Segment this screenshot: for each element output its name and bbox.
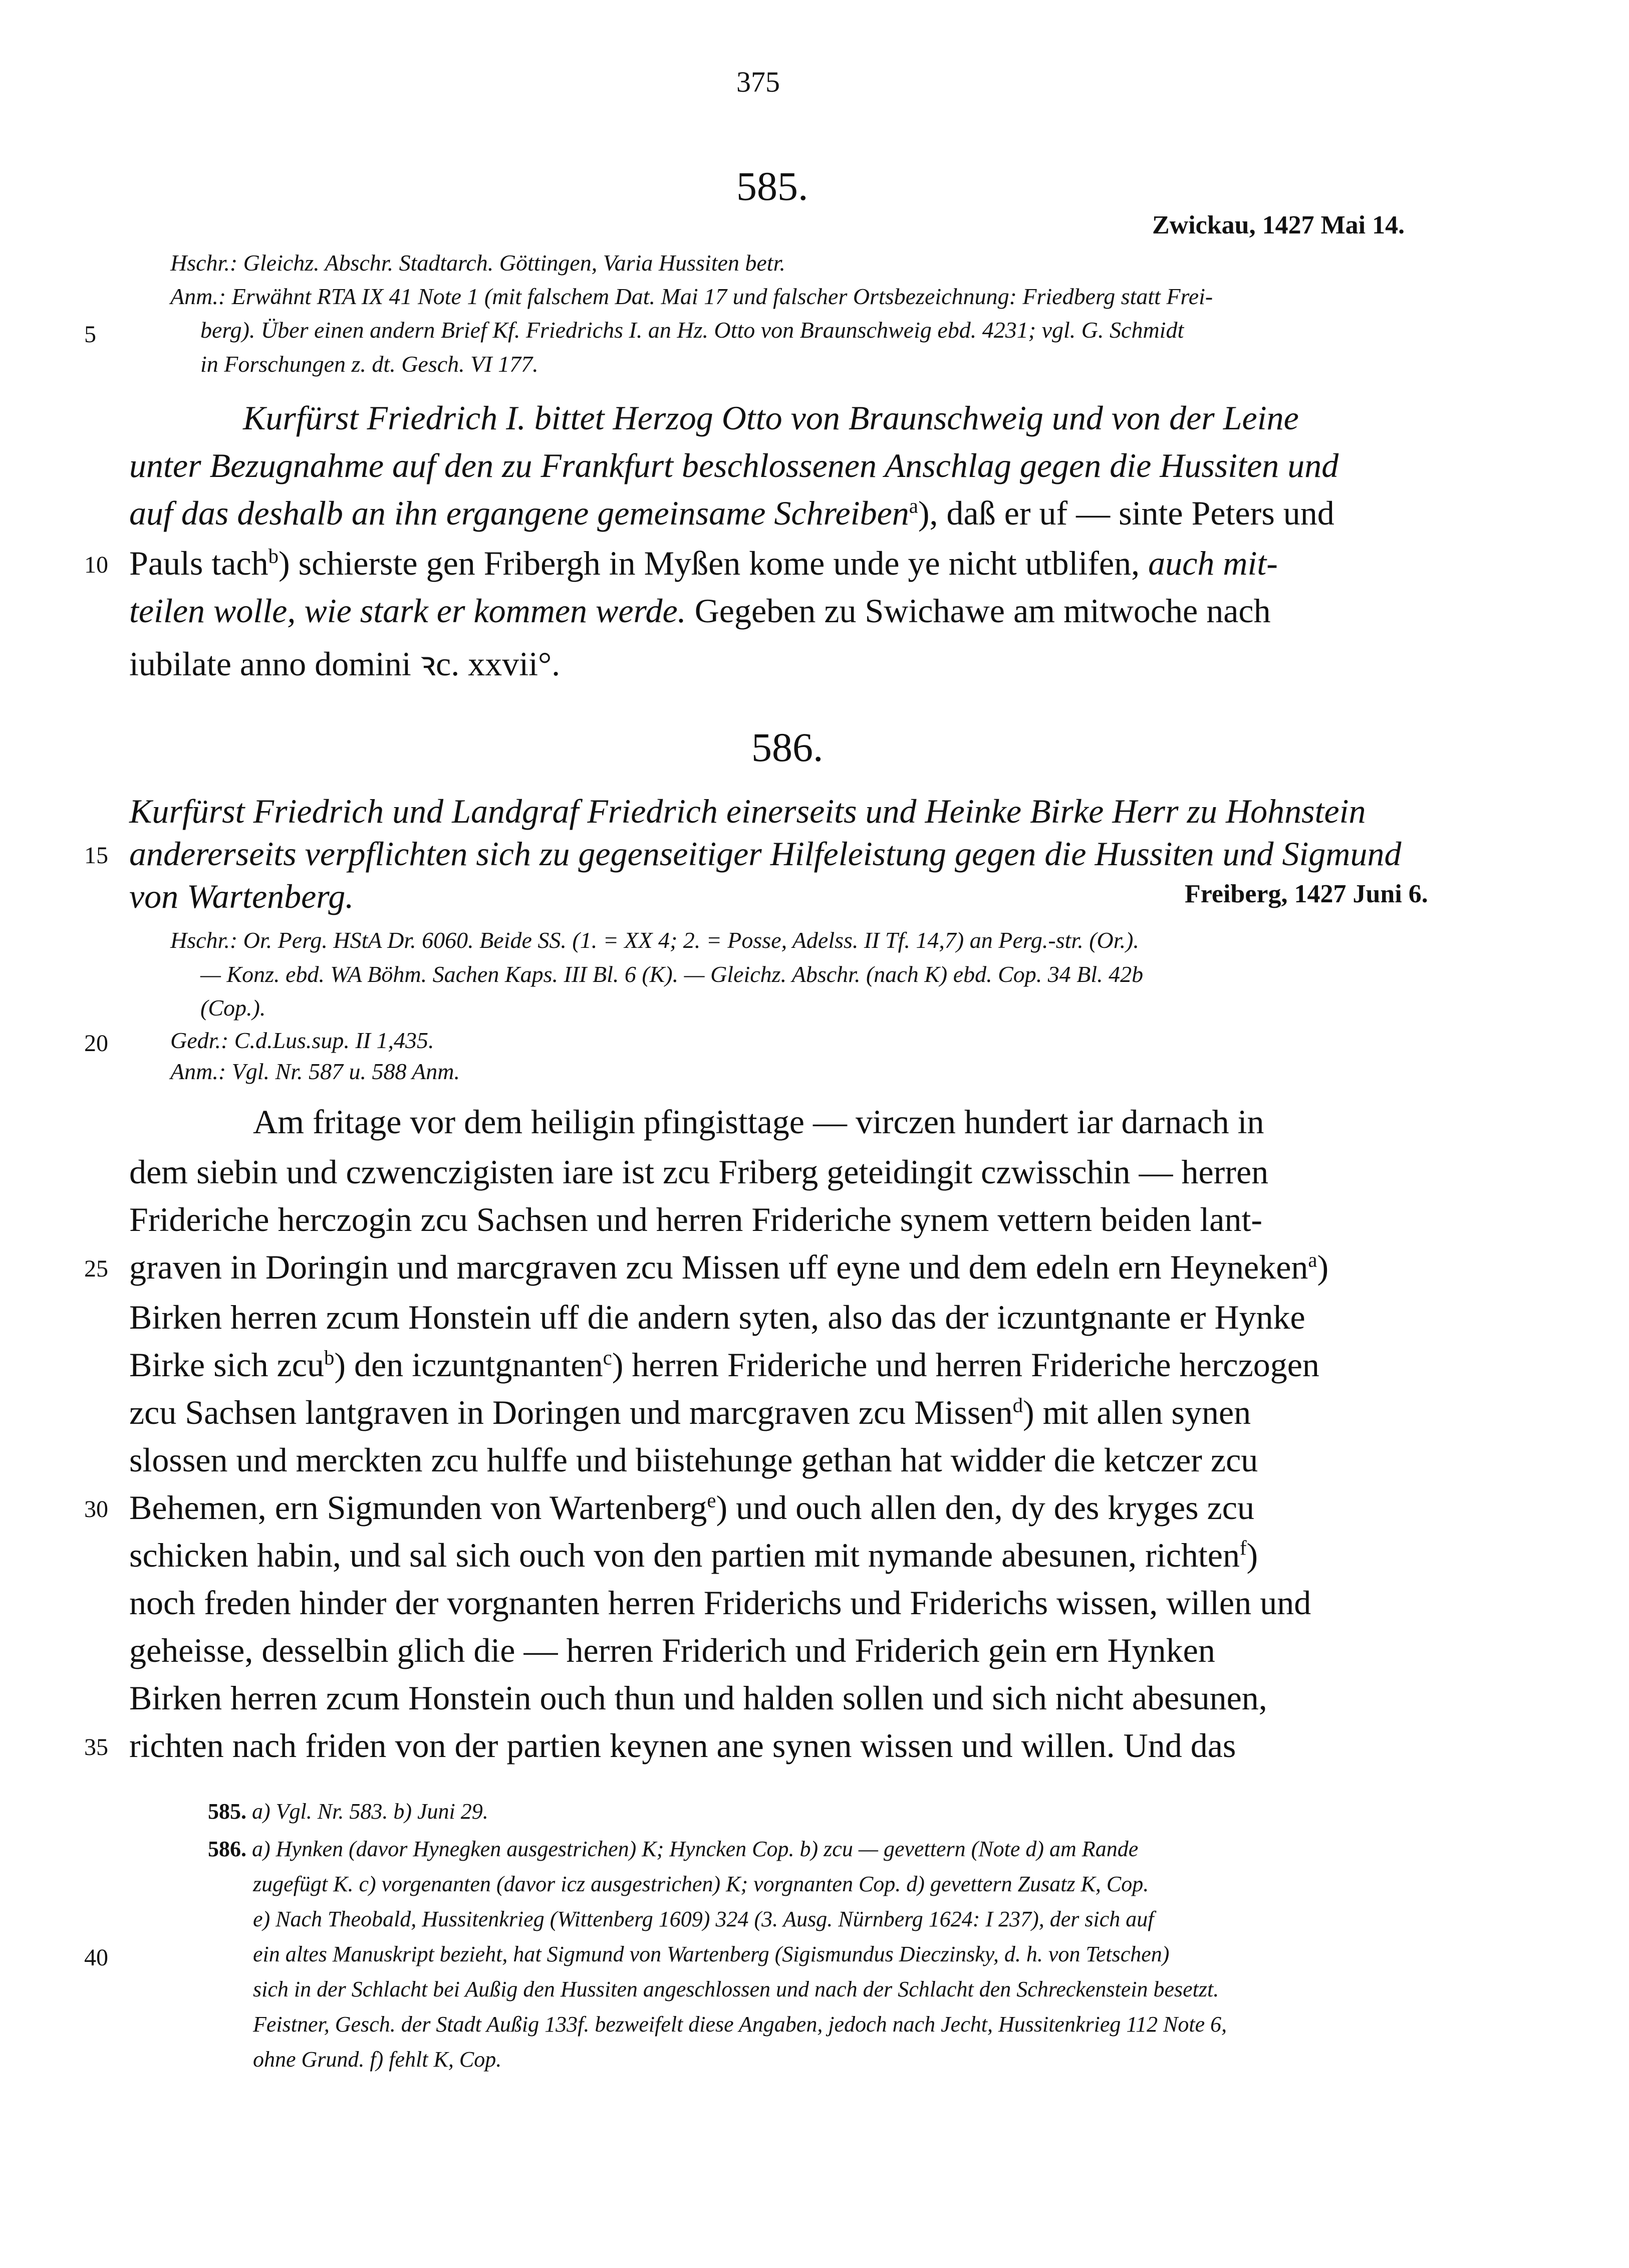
footnote-585: 585. a) Vgl. Nr. 583. b) Juni 29.	[208, 1799, 488, 1824]
anm-586: Anm.: Vgl. Nr. 587 u. 588 Anm.	[170, 1059, 460, 1084]
hschr-586-line-1: Hschr.: Or. Perg. HStA Dr. 6060. Beide SS. (1. = XX 4; 2. = Posse, Adelss. II Tf. 14,7) an Perg.-str. (Or.).	[170, 927, 1139, 953]
text-586-line-12: geheisse, desselbin glich die — herren Friderich und Friderich gein ern Hynken	[129, 1631, 1215, 1669]
text-586-line-9: Behemen, ern Sigmunden von Wartenberg$^e$) und ouch allen den, dy des kryges zcu	[129, 1488, 1254, 1527]
text-586-line-4: graven in Doringin und marcgraven zcu Missen uff eyne und dem edeln ern Heyneken$^a$)	[129, 1248, 1329, 1286]
line-number-35: 35	[84, 1734, 108, 1760]
text-585-line-4: Pauls tach$^b$) schierste gen Fribergh in Myßen kome unde ye nicht utblifen, auch mit-	[129, 544, 1278, 582]
summary-585-line-2: unter Bezugnahme auf den zu Frankfurt beschlossenen Anschlag gegen die Hussiten und	[129, 446, 1339, 484]
anm-585-line-1: Anm.: Erwähnt RTA IX 41 Note 1 (mit falschem Dat. Mai 17 und falscher Ortsbezeichnung: Friedberg statt Frei-	[170, 284, 1213, 309]
footnote-586-line-7: ohne Grund. f) fehlt K, Cop.	[253, 2047, 502, 2072]
text-586-line-6: Birke sich zcu$^b$) den iczuntgnanten$^c$) herren Frideriche und herren Frideriche herczogen	[129, 1346, 1319, 1384]
dateline-586: Freiberg, 1427 Juni 6.	[1185, 880, 1428, 908]
hschr-586-line-2: — Konz. ebd. WA Böhm. Sachen Kaps. III Bl. 6 (K). — Gleichz. Abschr. (nach K) ebd. Cop. 34 Bl. 42b	[200, 961, 1144, 987]
footnote-586-line-5: sich in der Schlacht bei Außig den Hussiten angeschlossen und nach der Schlacht den Schreckenstein besetzt.	[253, 1977, 1219, 2001]
hschr-585: Hschr.: Gleichz. Abschr. Stadtarch. Göttingen, Varia Hussiten betr.	[170, 250, 785, 276]
text-586-line-5: Birken herren zcum Honstein uff die andern syten, also das der iczuntgnante er Hynke	[129, 1298, 1305, 1336]
document-number-586: 586.	[751, 724, 824, 770]
line-number-5: 5	[84, 321, 96, 348]
text-586-line-7: zcu Sachsen lantgraven in Doringen und marcgraven zcu Missen$^d$) mit allen synen	[129, 1393, 1251, 1431]
document-number-585: 585.	[736, 163, 808, 209]
summary-585-line-3: auf das deshalb an ihn ergangene gemeinsame Schreiben$^a$), daß er uf — sinte Peters und	[129, 494, 1334, 532]
text-586-line-1: Am fritage vor dem heiligin pfingisttage — virczen hundert iar darnach in	[253, 1103, 1264, 1141]
line-number-30: 30	[84, 1496, 108, 1523]
page-number: 375	[736, 66, 780, 98]
footnote-586-line-4: ein altes Manuskript bezieht, hat Sigmund von Wartenberg (Sigismundus Dieczinsky, d. h. von Tetschen)	[253, 1942, 1170, 1966]
text-586-line-13: Birken herren zcum Honstein ouch thun und halden sollen und sich nicht abesunen,	[129, 1679, 1267, 1717]
text-586-line-11: noch freden hinder der vorgnanten herren Friderichs und Friderichs wissen, willen und	[129, 1584, 1311, 1622]
text-586-line-8: slossen und merckten zcu hulffe und biistehunge gethan hat widder die ketczer zcu	[129, 1441, 1258, 1479]
footnote-586-line-1: 586. a) Hynken (davor Hynegken ausgestrichen) K; Hyncken Cop. b) zcu — gevettern (Note d) am Rande	[208, 1837, 1139, 1861]
anm-585-line-3: in Forschungen z. dt. Gesch. VI 177.	[200, 351, 538, 377]
footnote-586-line-2: zugefügt K. c) vorgenanten (davor icz ausgestrichen) K; vorgnanten Cop. d) gevettern Zusatz K, Cop.	[253, 1872, 1149, 1896]
footnote-586-line-3: e) Nach Theobald, Hussitenkrieg (Wittenberg 1609) 324 (3. Ausg. Nürnberg 1624: I 237), der sich auf	[253, 1907, 1154, 1931]
line-number-40: 40	[84, 1944, 108, 1971]
hschr-586-line-3: (Cop.).	[200, 995, 266, 1021]
dateline-585: Zwickau, 1427 Mai 14.	[1152, 211, 1405, 239]
line-number-10: 10	[84, 552, 108, 578]
summary-586-line-2: andererseits verpflichten sich zu gegenseitiger Hilfeleistung gegen die Hussiten und Sigmund	[129, 835, 1402, 873]
gedr-586: Gedr.: C.d.Lus.sup. II 1,435.	[170, 1028, 434, 1053]
summary-586-line-1: Kurfürst Friedrich und Landgraf Friedrich einerseits und Heinke Birke Herr zu Hohnstein	[129, 792, 1366, 830]
text-585-line-5: teilen wolle, wie stark er kommen werde. Gegeben zu Swichawe am mitwoche nach	[129, 592, 1271, 630]
line-number-25: 25	[84, 1255, 108, 1282]
text-586-line-10: schicken habin, und sal sich ouch von den partien mit nymande abesunen, richten$^f$)	[129, 1536, 1258, 1574]
footnote-586-line-6: Feistner, Gesch. der Stadt Außig 133f. bezweifelt diese Angaben, jedoch nach Jecht, Hussitenkrieg 112 Note 6,	[253, 2012, 1227, 2037]
text-586-line-3: Frideriche herczogin zcu Sachsen und herren Frideriche synem vettern beiden lant-	[129, 1200, 1262, 1238]
line-number-20: 20	[84, 1030, 108, 1057]
text-585-line-6: iubilate anno domini ꝛc. xxvii°.	[129, 645, 561, 683]
summary-586-line-3: von Wartenberg.	[129, 877, 354, 915]
text-586-line-2: dem siebin und czwenczigisten iare ist zcu Friberg geteidingit czwisschin — herren	[129, 1153, 1269, 1191]
line-number-15: 15	[84, 842, 108, 869]
text-586-line-14: richten nach friden von der partien keynen ane synen wissen und willen. Und das	[129, 1726, 1236, 1765]
summary-585-line-1: Kurfürst Friedrich I. bittet Herzog Otto von Braunschweig und von der Leine	[243, 399, 1299, 437]
anm-585-line-2: berg). Über einen andern Brief Kf. Friedrichs I. an Hz. Otto von Braunschweig ebd. 4231; vgl. G. Schmidt	[200, 317, 1184, 343]
